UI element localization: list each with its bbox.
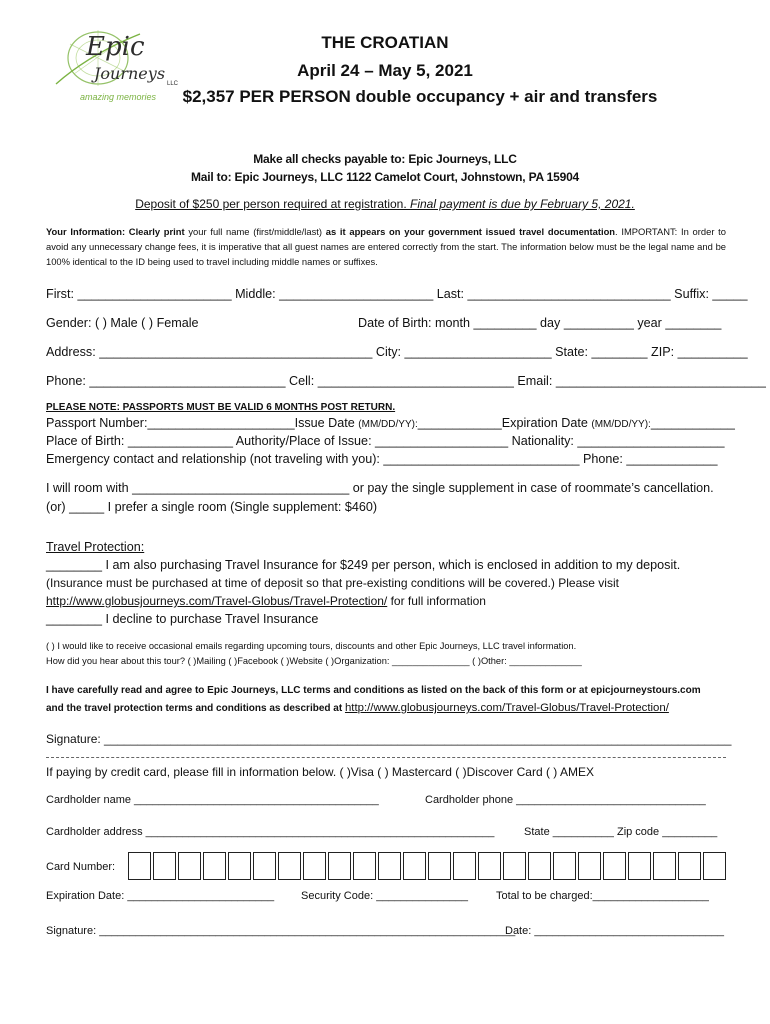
card-digit-box[interactable] [203,852,226,880]
cut-line [46,757,726,758]
gender-field[interactable]: Gender: ( ) Male ( ) Female [46,316,199,330]
insurance-link-line [46,594,486,608]
travel-protection-heading: Travel Protection: [46,540,145,554]
cardholder-name-field[interactable]: Cardholder name ________________________________________ [46,794,379,806]
card-digit-box[interactable] [478,852,501,880]
emergency-contact-field[interactable]: Emergency contact and relationship (not traveling with you): ____________________________ Phone: _____________ [46,452,718,466]
place-of-birth-field[interactable]: Place of Birth: _______________ Authority/Place of Issue: ___________________ Nationality: _____________________ [46,434,725,448]
referral-source[interactable]: How did you hear about this tour? ( )Mailing ( )Facebook ( )Website ( )Organization: _______________ ( )Other: ______________ [46,656,582,666]
checks-payable: Make all checks payable to: Epic Journeys, LLC [253,152,517,166]
agreement-text: and the travel protection terms and conditions as described at [46,703,345,714]
card-digit-box[interactable] [678,852,701,880]
card-digit-box[interactable] [628,852,651,880]
card-digit-box[interactable] [503,852,526,880]
passport-number-field[interactable] [46,416,735,430]
card-number-boxes[interactable] [128,852,728,880]
cardholder-address-field[interactable]: Cardholder address _________________________________________________________ [46,826,495,838]
total-charged-field[interactable]: Total to be charged:___________________ [496,890,709,902]
address-fields[interactable]: Address: _______________________________________ City: _____________________ State: ________ ZIP: __________ [46,345,748,359]
card-digit-box[interactable] [603,852,626,880]
card-digit-box[interactable] [703,852,726,880]
card-digit-box[interactable] [128,852,151,880]
insurance-purchase-option[interactable]: ________ I am also purchasing Travel Insurance for $249 per person, which is enclosed in addition to my deposit. [46,558,681,572]
name-fields[interactable]: First: ______________________ Middle: ______________________ Last: _____________________________ Suffix: _____ [46,287,748,301]
issue-date-format: (MM/DD/YY): [358,419,418,430]
tour-dates: April 24 – May 5, 2021 [297,61,473,80]
card-date-field[interactable]: Date: _______________________________ [505,925,724,937]
card-digit-box[interactable] [403,852,426,880]
logo-journeys-text: Journeys [94,64,166,83]
card-digit-box[interactable] [428,852,451,880]
security-code-field[interactable]: Security Code: _______________ [301,890,468,902]
agreement-link[interactable]: http://www.globusjourneys.com/Travel-Globus/Travel-Protection/ [344,702,669,714]
card-digit-box[interactable] [528,852,551,880]
card-digit-box[interactable] [353,852,376,880]
info-gov-docs: as it appears on your government issued travel documentation [325,226,616,237]
card-digit-box[interactable] [278,852,301,880]
card-digit-box[interactable] [653,852,676,880]
state-zip-field[interactable]: State __________ Zip code _________ [524,826,718,838]
card-digit-box[interactable] [553,852,576,880]
room-with-field[interactable]: I will room with _______________________________ or pay the single supplement in case of roommate’s cancellation. [46,481,714,495]
logo-llc-text: LLC [167,81,179,87]
phone-fields[interactable]: Phone: ____________________________ Cell: ____________________________ Email: ______________________________ [46,374,766,388]
tour-price: $2,357 PER PERSON double occupancy + air and transfers [182,87,658,106]
card-digit-box[interactable] [253,852,276,880]
final-payment: Final payment is due by February 5, 2021. [410,197,635,211]
expiration-label: ____________Expiration Date [417,416,592,430]
info-important: . IMPORTANT: In order to avoid any unnecessary change fees, it is imperative that all guest names are entered correctly from the start. The information below must be the legal name and be 100% identical to the ID being used to travel including middle names or suffixes. [46,226,726,267]
card-digit-box[interactable] [378,852,401,880]
card-digit-box[interactable] [178,852,201,880]
expiration-date-format: (MM/DD/YY): [591,419,651,430]
insurance-decline-option[interactable]: ________ I decline to purchase Travel Insurance [46,612,319,626]
link-suffix: for full information [387,594,486,608]
travel-protection-link[interactable]: http://www.globusjourneys.com/Travel-Globus/Travel-Protection/ [46,594,388,608]
cardholder-phone-field[interactable]: Cardholder phone _______________________________ [425,794,706,806]
mail-to: Mail to: Epic Journeys, LLC 1122 Camelot Court, Johnstown, PA 15904 [190,170,580,184]
card-digit-box[interactable] [453,852,476,880]
agreement-line1: I have carefully read and agree to Epic Journeys, LLC terms and conditions as listed on the back of this form or at epicjourneystours.com [46,685,701,696]
agreement-line2 [46,702,669,714]
deposit-text: Deposit of $250 per person required at registration. [135,197,411,211]
tour-title: THE CROATIAN [321,33,449,52]
card-digit-box[interactable] [153,852,176,880]
card-digit-box[interactable] [228,852,251,880]
single-room-field[interactable]: (or) _____ I prefer a single room (Single supplement: $460) [46,500,378,514]
card-digit-box[interactable] [303,852,326,880]
card-digit-box[interactable] [578,852,601,880]
date-of-birth-field[interactable]: Date of Birth: month _________ day __________ year ________ [358,316,722,330]
expiration-blank: ____________ [650,416,735,430]
card-number-label: Card Number: [46,861,116,873]
credit-card-type[interactable]: If paying by credit card, please fill in information below. ( )Visa ( ) Mastercard ( )Discover Card ( ) AMEX [46,765,594,779]
info-clearly-print: Your Information: Clearly print [46,226,185,237]
expiration-date-field[interactable]: Expiration Date: ________________________ [46,890,275,902]
card-signature-field[interactable]: Signature: ____________________________________________________________________ [46,925,516,937]
signature-field[interactable]: Signature: ______________________________________________________________________________________________ [46,732,732,746]
logo-tagline: amazing memories [80,92,157,102]
email-opt-in[interactable]: ( ) I would like to receive occasional emails regarding upcoming tours, discounts and other Epic Journeys, LLC travel information. [46,641,577,651]
insurance-note: (Insurance must be purchased at time of deposit so that pre-existing conditions will be covered.) Please visit [46,576,619,590]
passport-number-label: Passport Number:_____________________Issue Date [46,416,359,430]
deposit-note [0,197,770,211]
logo-epic-text: Epic [86,32,145,62]
your-information-paragraph [46,224,726,269]
info-full-name: your full name (first/middle/last) [184,226,326,237]
passport-note: PLEASE NOTE: PASSPORTS MUST BE VALID 6 MONTHS POST RETURN. [46,402,396,413]
card-digit-box[interactable] [328,852,351,880]
